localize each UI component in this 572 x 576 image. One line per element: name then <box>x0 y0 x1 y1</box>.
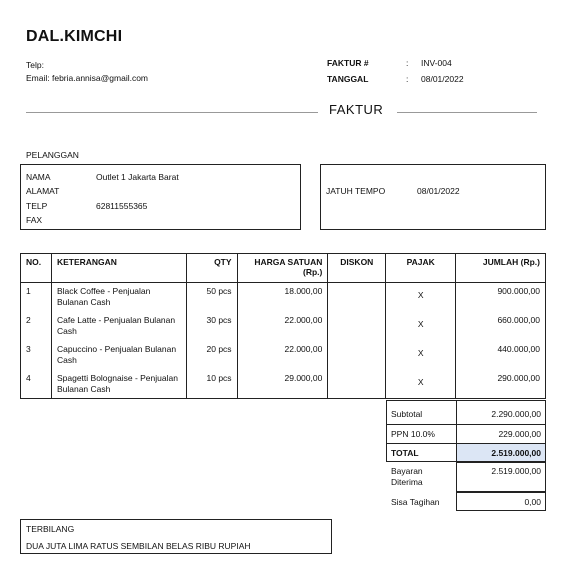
row-amount: 440.000,00 <box>456 341 546 370</box>
invoice-number-label: FAKTUR # <box>327 58 369 68</box>
row-qty: 10 pcs <box>186 370 237 399</box>
row-description: Spagetti Bolognaise - Penjualan Bulanan Cash <box>51 370 186 399</box>
row-amount: 900.000,00 <box>456 283 546 312</box>
col-header-amount: JUMLAH (Rp.) <box>456 254 546 283</box>
title-rule-left <box>26 112 318 113</box>
row-discount <box>328 370 386 399</box>
invoice-number-colon: : <box>406 58 409 68</box>
total-value: 2.519.000,00 <box>491 448 541 458</box>
row-no: 3 <box>21 341 52 370</box>
row-discount <box>328 312 386 341</box>
customer-box <box>20 164 301 230</box>
invoice-date: 08/01/2022 <box>421 74 464 84</box>
items-table <box>20 253 546 399</box>
ppn-value: 229.000,00 <box>498 429 541 439</box>
col-header-description: KETERANGAN <box>51 254 186 283</box>
row-tax: X <box>386 283 456 312</box>
remaining-value-box <box>456 492 546 511</box>
customer-section-label: PELANGGAN <box>26 150 79 160</box>
customer-fax-label: FAX <box>26 215 43 225</box>
customer-phone: 62811555365 <box>96 201 148 211</box>
customer-name: Outlet 1 Jakarta Barat <box>96 172 179 182</box>
title-rule-right <box>397 112 537 113</box>
row-unit-price: 22.000,00 <box>237 312 328 341</box>
company-name: DAL.KIMCHI <box>26 28 123 45</box>
table-header-row <box>21 254 546 283</box>
row-no: 2 <box>21 312 52 341</box>
col-header-discount: DISKON <box>328 254 386 283</box>
row-no: 1 <box>21 283 52 312</box>
col-header-no: NO. <box>21 254 52 283</box>
company-email: Email: febria.annisa@gmail.com <box>26 73 149 83</box>
row-unit-price: 18.000,00 <box>237 283 328 312</box>
total-label: TOTAL <box>391 448 419 458</box>
remaining-value: 0,00 <box>524 497 541 507</box>
table-row <box>21 312 546 341</box>
paid-label: Bayaran Diterima <box>391 466 423 487</box>
summary-divider-1 <box>386 424 546 425</box>
invoice-date-colon: : <box>406 74 409 84</box>
invoice-number: INV-004 <box>421 58 452 68</box>
company-phone-label: Telp: <box>26 60 44 70</box>
row-description: Capuccino - Penjualan Bulanan Cash <box>51 341 186 370</box>
due-date: 08/01/2022 <box>417 186 460 196</box>
paid-value-box <box>456 462 546 492</box>
row-description: Black Coffee - Penjualan Bulanan Cash <box>51 283 186 312</box>
paid-value: 2.519.000,00 <box>491 466 541 476</box>
due-date-label: JATUH TEMPO <box>326 186 386 196</box>
invoice-date-label: TANGGAL <box>327 74 369 84</box>
amount-in-words-box <box>20 519 332 554</box>
col-header-unit-price: HARGA SATUAN (Rp.) <box>237 254 328 283</box>
row-tax: X <box>386 370 456 399</box>
row-tax: X <box>386 341 456 370</box>
row-qty: 20 pcs <box>186 341 237 370</box>
row-unit-price: 22.000,00 <box>237 341 328 370</box>
row-unit-price: 29.000,00 <box>237 370 328 399</box>
row-tax: X <box>386 312 456 341</box>
remaining-label: Sisa Tagihan <box>391 497 440 507</box>
col-header-tax: PAJAK <box>386 254 456 283</box>
due-date-box <box>320 164 546 230</box>
amount-in-words-label: TERBILANG <box>26 524 75 534</box>
row-qty: 30 pcs <box>186 312 237 341</box>
table-row <box>21 370 546 399</box>
table-row <box>21 341 546 370</box>
table-row <box>21 283 546 312</box>
row-discount <box>328 341 386 370</box>
customer-phone-label: TELP <box>26 201 48 211</box>
subtotal-label: Subtotal <box>391 409 423 419</box>
subtotal-value: 2.290.000,00 <box>491 409 541 419</box>
row-discount <box>328 283 386 312</box>
amount-in-words: DUA JUTA LIMA RATUS SEMBILAN BELAS RIBU RUPIAH <box>26 541 251 551</box>
document-title: FAKTUR <box>329 102 384 117</box>
customer-name-label: NAMA <box>26 172 51 182</box>
row-no: 4 <box>21 370 52 399</box>
row-description: Cafe Latte - Penjualan Bulanan Cash <box>51 312 186 341</box>
col-header-qty: QTY <box>186 254 237 283</box>
row-amount: 290.000,00 <box>456 370 546 399</box>
row-amount: 660.000,00 <box>456 312 546 341</box>
ppn-label: PPN 10.0% <box>391 429 435 439</box>
customer-address-label: ALAMAT <box>26 186 60 196</box>
row-qty: 50 pcs <box>186 283 237 312</box>
